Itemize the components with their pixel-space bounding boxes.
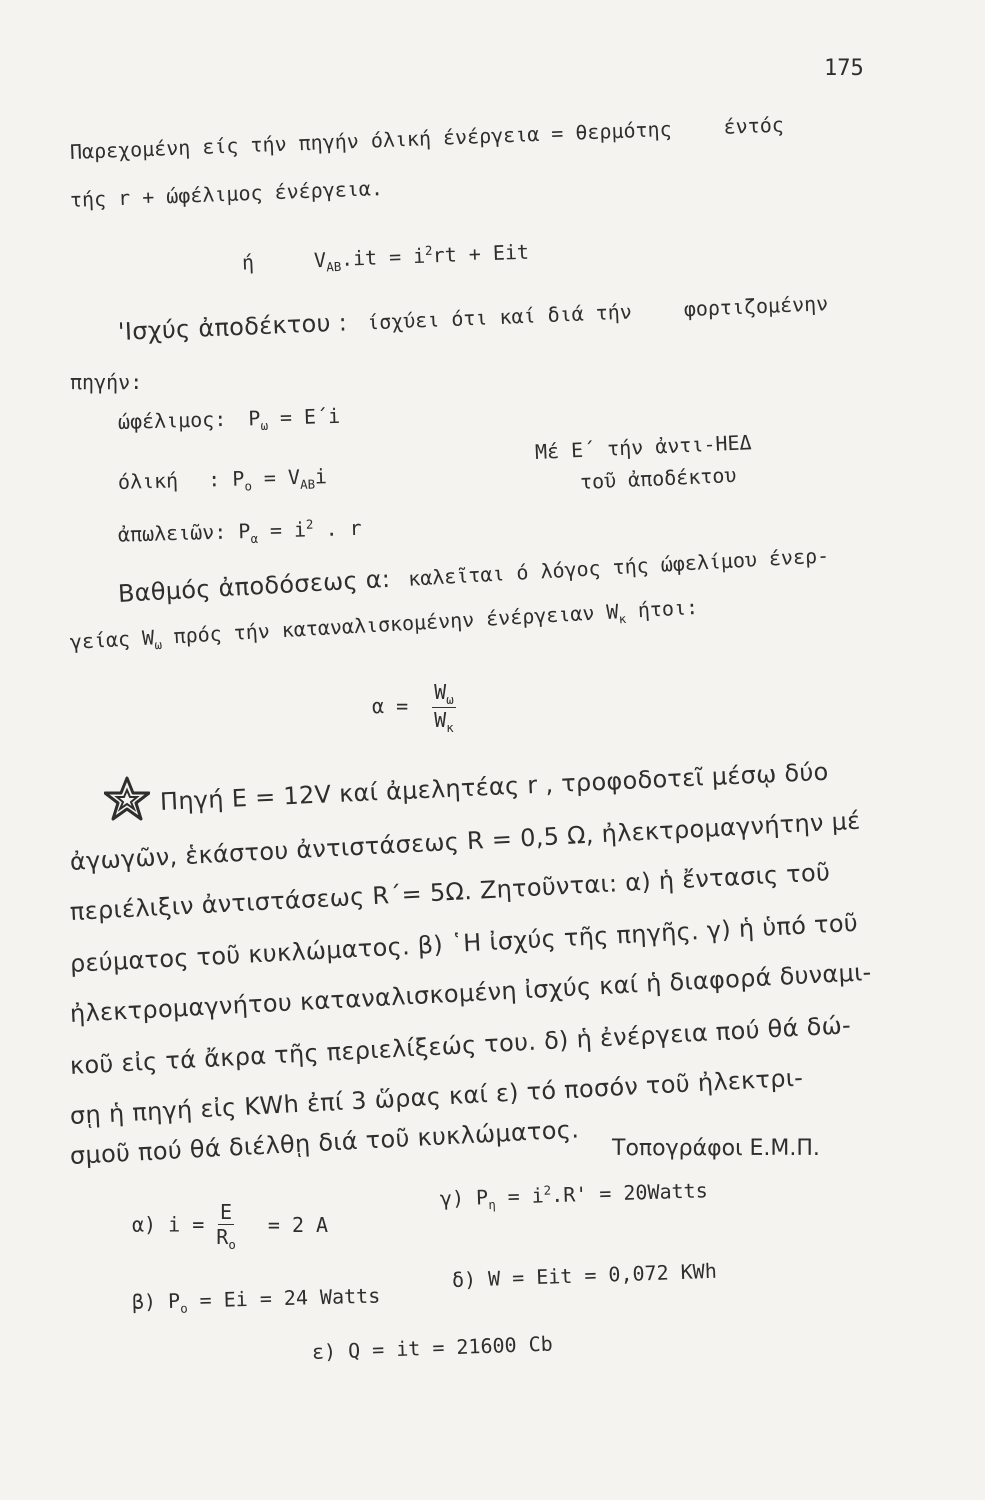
- equation-tail: rt + Eit: [432, 239, 530, 268]
- theory-line-2: τής r + ώφέλιμος ένέργεια.: [69, 175, 384, 212]
- solution-c: [440, 1178, 709, 1214]
- loss-mid: = i: [257, 517, 307, 543]
- star-icon: [104, 776, 150, 822]
- problem-line-5: ἠλεκτρομαγνήτου καταναλισκομένη ἰσχύς καί ἡ διαφορά δυναμι-: [69, 958, 873, 1028]
- eff-b: πρός τήν καταναλισκομένην ένέργειαν W: [160, 599, 620, 649]
- useful-rest: = E΄i: [267, 403, 341, 430]
- power-line-2: πηγήν:: [70, 370, 143, 394]
- efficiency-line: [117, 540, 829, 608]
- power-end: φορτιζομένην: [683, 291, 829, 322]
- equation-rest: .it = i: [340, 243, 426, 271]
- useful-power: [118, 404, 341, 437]
- solution-c-sub: η: [488, 1196, 497, 1213]
- problem-line-2: ἀγωγῶν, ἑκάστου ἀντιστάσεως R = 0,5 Ω, ἠλεκτρομαγνήτην μέ: [69, 806, 862, 876]
- problem-line-6: κοῦ εἰς τά ἄκρα τῆς περιελίξεώς του. δ) ἡ ἐνέργεια πού θά δώ-: [69, 1011, 852, 1080]
- total-sub: o: [244, 478, 253, 494]
- formula-lhs: α =: [372, 694, 409, 718]
- loss-sup: 2: [305, 516, 314, 532]
- equation-v: V: [313, 247, 327, 272]
- efficiency-heading: Βαθμός ἀποδόσεως α:: [117, 564, 391, 608]
- solution-d: δ) W = Eit = 0,072 KWh: [451, 1258, 718, 1292]
- power-heading: 'Ισχύς ἀποδέκτου :: [117, 308, 348, 346]
- solution-e: ε) Q = it = 21600 Cb: [311, 1331, 554, 1364]
- solution-a-den: $R_o$: [216, 1225, 236, 1252]
- loss-p: P: [238, 518, 251, 544]
- solution-c-label: γ) P: [439, 1185, 489, 1211]
- eff-a: γείας W: [69, 625, 155, 654]
- loss-power: [118, 515, 362, 549]
- equation-or: ή: [241, 250, 255, 275]
- total-sub2: AB: [299, 476, 316, 492]
- problem-line-4: ρεύματος τοῦ κυκλώματος. β) ῾Η ἰσχύς τῆς πηγῆς. γ) ἡ ὑπό τοῦ: [69, 908, 859, 978]
- solution-b: [132, 1284, 381, 1317]
- efficiency-text: καλεῖται ό λόγος τής ώφελίμου ένερ-: [407, 543, 830, 591]
- efficiency-formula: [372, 680, 456, 735]
- solution-a: [132, 1200, 328, 1252]
- problem-line-1: Πηγή E = 12V καί ἀμελητέας r , τροφοδοτεῖ μέσῳ δύο: [159, 757, 830, 816]
- total-p: : P: [207, 466, 245, 492]
- theory-line-1: [70, 113, 785, 164]
- theory-line-1a: Παρεχομένη είς τήν πηγήν όλική ένέργεια = θερμότης: [69, 116, 673, 164]
- solution-c-rest: .R' = 20Watts: [550, 1178, 709, 1208]
- useful-sub: ω: [260, 417, 269, 434]
- theory-line-1b: έντός: [723, 112, 785, 139]
- solution-a-fraction: [216, 1200, 236, 1252]
- signature: Τοπογράφοι Ε.Μ.Π.: [612, 1136, 820, 1161]
- solution-c-sup: 2: [543, 1182, 552, 1198]
- solution-b-sub: o: [180, 1300, 188, 1316]
- solution-c-mid: = i: [495, 1183, 545, 1209]
- solution-b-rest: = Ei = 24 Watts: [187, 1283, 381, 1313]
- eff-c: ήτοι:: [625, 594, 699, 623]
- formula-denominator: $W_\kappa$: [434, 708, 454, 735]
- solution-b-label: β) P: [131, 1288, 181, 1314]
- equation-energy: [241, 239, 529, 278]
- useful-label: ώφέλιμος:: [117, 406, 227, 434]
- solution-a-num: E: [220, 1200, 233, 1224]
- total-power: [118, 464, 328, 497]
- problem-line-8: σμοῦ πού θά διέλθῃ διά τοῦ κυκλώματος.: [69, 1115, 580, 1170]
- problem-line-3: περιέλιξιν ἀντιστάσεως R΄= 5Ω. Ζητοῦνται: α) ἡ ἔντασις τοῦ: [69, 858, 831, 926]
- loss-tail: . r: [313, 515, 362, 542]
- eff-sub2: κ: [618, 610, 627, 627]
- power-line: [117, 288, 828, 346]
- eff-sub: ω: [154, 636, 163, 653]
- useful-p: P: [247, 406, 261, 431]
- total-tail: i: [314, 464, 328, 489]
- note-anti-emf-1: Μέ E΄ τήν ἀντι-ΗΕΔ: [534, 430, 753, 464]
- power-text: ίσχύει ότι καί διά τήν: [366, 299, 633, 335]
- loss-sub: α: [250, 530, 259, 546]
- loss-label: ἀπωλειῶν:: [117, 519, 227, 547]
- page-number: 175: [824, 56, 864, 81]
- equation-v-sub: AB: [326, 258, 342, 275]
- total-mid: = V: [251, 464, 301, 491]
- total-label: όλική: [117, 468, 179, 494]
- solution-a-label: α) i =: [132, 1212, 205, 1237]
- problem-line-7: σῃ ἡ πηγή εἰς KWh ἐπί 3 ὥρας καί ε) τό ποσόν τοῦ ἠλεκτρι-: [69, 1063, 804, 1130]
- formula-numerator: $W_\omega$: [434, 680, 454, 707]
- formula-fraction: [432, 680, 456, 735]
- solution-a-result: = 2 A: [267, 1212, 329, 1237]
- equation-sup: 2: [424, 242, 433, 258]
- note-anti-emf-2: τοῦ ἀποδέκτου: [579, 462, 737, 494]
